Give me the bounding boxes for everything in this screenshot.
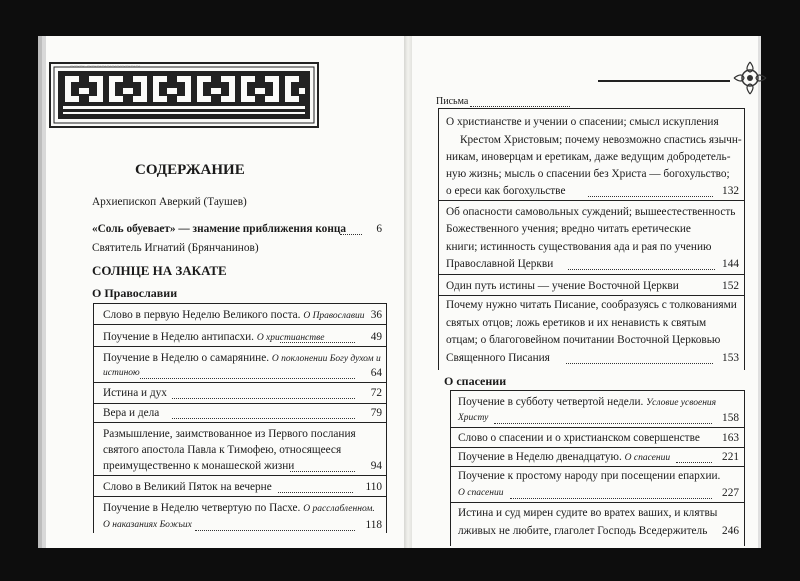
toc-rule <box>450 466 745 467</box>
leader-dots <box>172 409 355 419</box>
toc-rule <box>93 324 387 325</box>
toc-entry: Православной Церкви <box>446 258 554 270</box>
leader-dots <box>172 389 355 399</box>
toc-border <box>450 390 451 546</box>
toc-rule <box>450 390 745 391</box>
leader-dots <box>140 369 355 379</box>
leader-dots <box>470 97 570 107</box>
subsection-title: О Православии <box>92 286 178 300</box>
page-number: 246 <box>722 525 739 537</box>
toc-rule <box>93 475 387 476</box>
page-number: 64 <box>370 367 382 379</box>
page-number: 49 <box>370 331 382 343</box>
header-rule <box>598 80 730 82</box>
toc-entry: Об опасности самовольных суждений; вышеестественность <box>446 206 736 218</box>
toc-entry: ную жизнь; мысль о спасении без Христа — богохульство; <box>446 168 730 180</box>
toc-border <box>93 303 94 533</box>
section-title: О спасении <box>444 374 507 388</box>
toc-entry: Слово в первую Неделю Великого поста. О Православии <box>103 309 365 321</box>
section-title: СОЛНЦЕ НА ЗАКАТЕ <box>92 263 227 278</box>
toc-entry: Священного Писания <box>446 352 550 364</box>
toc-rule <box>450 427 745 428</box>
leader-dots <box>280 333 355 343</box>
toc-rule <box>450 447 745 448</box>
flower-ornament-icon <box>730 58 770 98</box>
toc-entry: Поучение в субботу четвертой недели. Условие усвоения <box>458 396 717 408</box>
toc-entry: святых отцов; ложь еретиков и их ненависть к святым <box>446 317 707 329</box>
toc-entry: Поучение в Неделю двенадцатую. О спасении <box>458 451 671 463</box>
page-number: 132 <box>722 185 739 197</box>
leader-dots <box>340 225 362 235</box>
toc-border <box>438 108 439 370</box>
toc-rule <box>93 403 387 404</box>
toc-entry: Истина и суд мирен судите во вратех ваших, и клятвы <box>458 507 718 519</box>
toc-entry: никам, иноверцам и еретикам, даже ведущим добродетель- <box>446 151 731 163</box>
toc-rule <box>438 295 745 296</box>
page-number: 153 <box>722 352 739 364</box>
page-number: 158 <box>722 412 739 424</box>
toc-rule <box>450 502 745 503</box>
toc-entry: Поучение к простому народу при посещении епархии. <box>458 470 721 482</box>
toc-entry: Один путь истины — учение Восточной Церкви <box>446 280 679 292</box>
toc-entry-sub: О наказаниях Божьих <box>103 520 192 530</box>
leader-dots <box>278 483 353 493</box>
toc-border <box>744 108 745 370</box>
toc-entry: Почему нужно читать Писание, сообразуясь с толкованиями <box>446 299 737 311</box>
page-number: 6 <box>376 223 382 235</box>
page-number: 79 <box>370 407 382 419</box>
page-number: 72 <box>370 387 382 399</box>
page-number: 118 <box>365 519 382 531</box>
bleed-through: ~~~ ~~~~~~~~~~~ <box>70 61 141 71</box>
toc-entry: преимущественно к монашеской жизни <box>103 460 295 472</box>
toc-entry: книги; истинность существования ада и рая по учению <box>446 241 712 253</box>
toc-entry: Размышление, заимствованное из Первого послания <box>103 428 356 440</box>
page-number: 94 <box>370 460 382 472</box>
toc-entry: Вера и дела <box>103 407 160 419</box>
toc-entry: Поучение в Неделю антипасхи. О христианстве <box>103 331 325 343</box>
leader-dots <box>290 462 355 472</box>
toc-entry: Поучение в Неделю четвертую по Пасхе. О расслабленном. <box>103 502 375 514</box>
toc-entry: Поучение в Неделю о самарянине. О поклонении Богу духом и <box>103 352 381 364</box>
toc-entry: лживых не любите, глаголет Господь Вседержитель <box>458 525 708 537</box>
page-number: 152 <box>722 280 739 292</box>
page-number: 36 <box>370 309 382 321</box>
toc-entry: Слово о спасении и о христианском совершенстве <box>458 432 700 444</box>
leader-dots <box>568 260 715 270</box>
toc-border <box>386 303 387 533</box>
toc-entry-sub: Христу <box>458 413 489 423</box>
toc-rule <box>438 108 745 109</box>
toc-entry: святого апостола Павла к Тимофею, относящееся <box>103 444 342 456</box>
leader-dots <box>676 453 712 463</box>
page-number: 221 <box>722 451 739 463</box>
toc-entry: о ереси как богохульстве <box>446 185 566 197</box>
toc-entry-sub: истиною <box>103 368 140 378</box>
toc-rule <box>93 496 387 497</box>
leader-dots <box>566 354 713 364</box>
toc-entry: О христианстве и учении о спасении; смысл искупления <box>446 116 719 128</box>
toc-entry: отцам; о благоговейном почитании Восточной Церковью <box>446 334 721 346</box>
page-number: 227 <box>722 487 739 499</box>
page-number: 110 <box>365 481 382 493</box>
ornament-frame-icon <box>49 62 319 128</box>
toc-entry-sub: О спасении <box>458 488 504 498</box>
page-number: 144 <box>722 258 739 270</box>
leader-dots <box>195 521 355 531</box>
toc-border <box>744 390 745 546</box>
toc-rule <box>438 200 745 201</box>
toc-rule <box>93 382 387 383</box>
toc-rule <box>93 422 387 423</box>
page-title: СОДЕРЖАНИЕ <box>135 162 245 178</box>
toc-entry: Слово в Великий Пяток на вечерне <box>103 481 272 493</box>
author-name: Святитель Игнатий (Брянчанинов) <box>92 242 259 254</box>
toc-entry: Крестом Христовым; почему невозможно спастись язычн- <box>460 134 742 146</box>
page-number: 163 <box>722 432 739 444</box>
author-name: Архиепископ Аверкий (Таушев) <box>92 196 247 208</box>
toc-rule <box>93 346 387 347</box>
article-title: «Соль обуевает» — знамение приближения конца <box>92 223 346 235</box>
toc-entry: Божественного учения; вредно читать еретические <box>446 223 691 235</box>
leader-dots <box>494 414 712 424</box>
running-head: Письма <box>436 96 469 107</box>
leader-dots <box>510 489 712 499</box>
leader-dots <box>588 187 713 197</box>
toc-entry: Истина и дух <box>103 387 167 399</box>
toc-rule <box>93 303 387 304</box>
toc-rule <box>438 274 745 275</box>
